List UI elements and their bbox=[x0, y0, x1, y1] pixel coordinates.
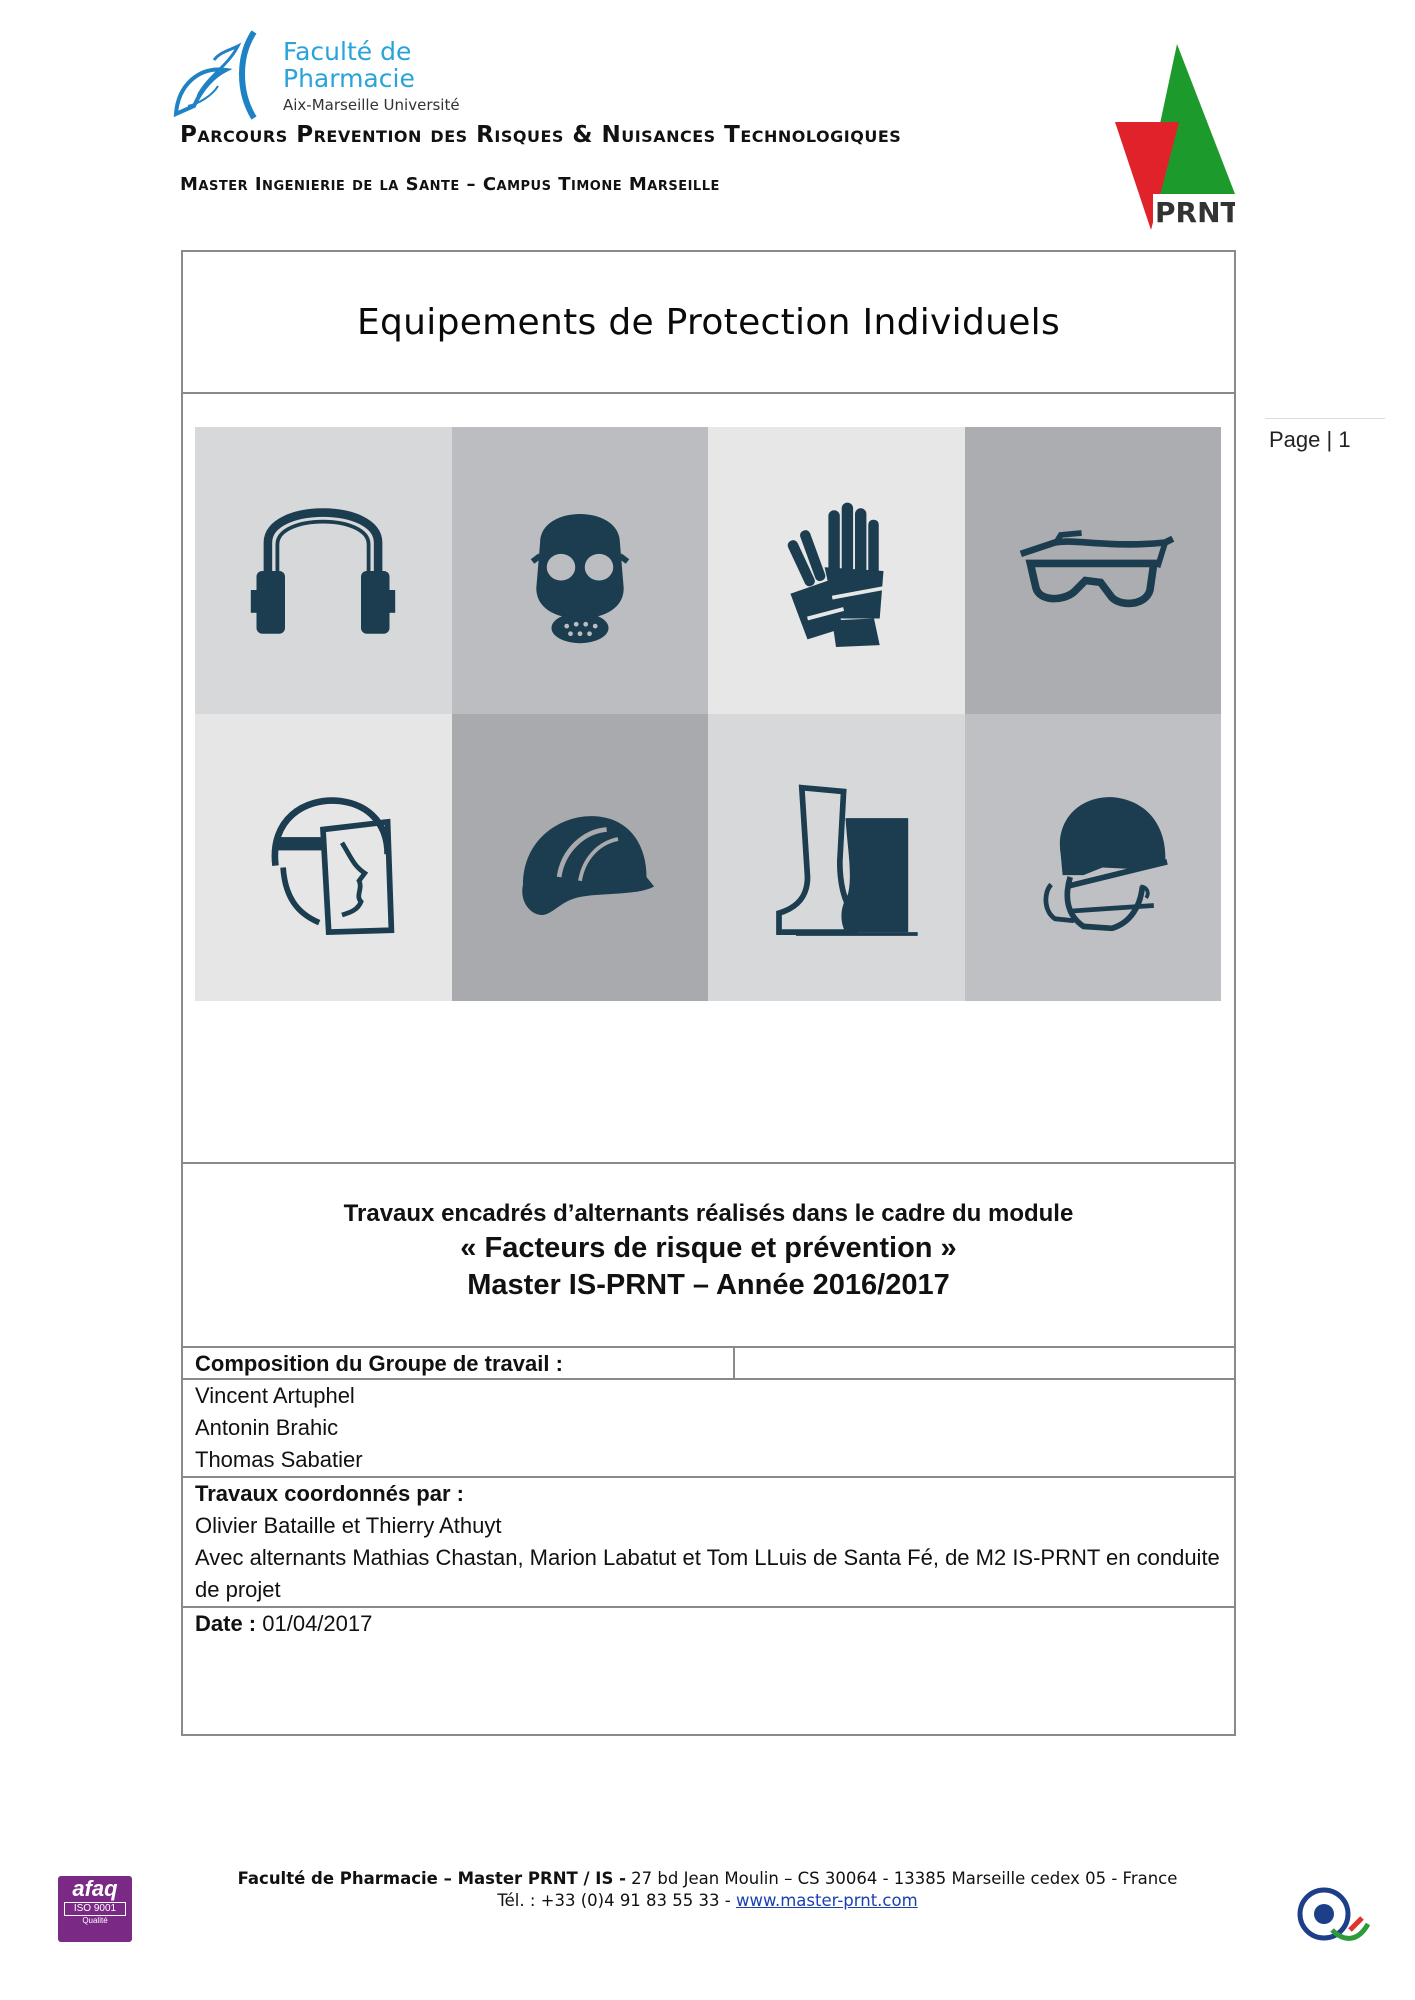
date-row bbox=[183, 1608, 1234, 1738]
page-number: Page | 1 bbox=[1265, 418, 1385, 453]
info-table bbox=[183, 1348, 1234, 1738]
ppe-cell bbox=[965, 427, 1222, 714]
ppe-cell bbox=[452, 427, 709, 714]
title-box bbox=[183, 252, 1234, 394]
ppe-cell bbox=[708, 714, 965, 1001]
ppe-pictogram-grid bbox=[195, 427, 1221, 1001]
gloves-icon bbox=[741, 476, 931, 666]
coordination-row bbox=[183, 1478, 1234, 1608]
cover-frame bbox=[181, 250, 1236, 1736]
master-title: Master Ingenierie de la Sante – Campus Timone Marseille bbox=[180, 174, 720, 195]
coordination-heading: Travaux coordonnés par : bbox=[195, 1481, 464, 1506]
respirator-hood-icon bbox=[998, 763, 1188, 953]
university-name: Aix-Marseille Université bbox=[283, 96, 460, 114]
safety-glasses-icon bbox=[998, 476, 1188, 666]
hard-hat-icon bbox=[485, 763, 675, 953]
face-shield-icon bbox=[228, 763, 418, 953]
program-title: Parcours Prevention des Risques & Nuisances Technologiques bbox=[180, 122, 902, 148]
group-members bbox=[183, 1380, 1234, 1478]
member-name: Thomas Sabatier bbox=[195, 1447, 363, 1472]
ppe-cell bbox=[195, 427, 452, 714]
group-heading: Composition du Groupe de travail : bbox=[183, 1348, 735, 1378]
prnt-logo bbox=[1115, 44, 1235, 230]
document-title: Equipements de Protection Individuels bbox=[356, 301, 1061, 343]
footer-institution: Faculté de Pharmacie – Master PRNT / IS - bbox=[237, 1869, 626, 1888]
member-name: Vincent Artuphel bbox=[195, 1383, 355, 1408]
coordinators: Olivier Bataille et Thierry Athuyt bbox=[195, 1513, 502, 1538]
footer-website-link[interactable]: www.master-prnt.com bbox=[735, 1891, 918, 1910]
ppe-cell bbox=[452, 714, 709, 1001]
afaq-iso-text: ISO 9001 bbox=[64, 1902, 126, 1916]
module-line-1: Travaux encadrés d’alternants réalisés dans le cadre du module bbox=[343, 1200, 1074, 1227]
empty-cell bbox=[735, 1348, 1234, 1378]
faculty-logo bbox=[168, 26, 478, 122]
ear-muffs-icon bbox=[228, 476, 418, 666]
ppe-cell bbox=[195, 714, 452, 1001]
group-heading-row bbox=[183, 1348, 1234, 1380]
footer-address: 27 bd Jean Moulin – CS 30064 - 13385 Marseille cedex 05 - France bbox=[631, 1869, 1178, 1888]
boots-icon bbox=[741, 763, 931, 953]
date-label: Date : bbox=[195, 1611, 257, 1636]
module-box bbox=[183, 1162, 1234, 1348]
module-year: Master IS-PRNT – Année 2016/2017 bbox=[467, 1269, 950, 1301]
page-footer bbox=[0, 1868, 1415, 1912]
quality-logo bbox=[1292, 1884, 1374, 1948]
footer-contact-line bbox=[0, 1890, 1415, 1912]
afaq-logo-text: afaq bbox=[72, 1876, 118, 1901]
faculty-name: Faculté de Pharmacie bbox=[283, 37, 415, 93]
faculty-emblem-icon bbox=[168, 26, 278, 122]
member-name: Antonin Brahic bbox=[195, 1415, 339, 1440]
footer-phone: Tél. : +33 (0)4 91 83 55 33 - bbox=[497, 1891, 731, 1910]
afaq-sub-text: Qualité bbox=[82, 1916, 108, 1925]
ppe-cell bbox=[708, 427, 965, 714]
apprentices: Avec alternants Mathias Chastan, Marion Labatut et Tom LLuis de Santa Fé, de M2 IS-PRNT en conduite de projet bbox=[195, 1545, 1220, 1602]
gas-mask-icon bbox=[485, 476, 675, 666]
module-name: « Facteurs de risque et prévention » bbox=[460, 1232, 957, 1264]
ppe-cell bbox=[965, 714, 1222, 1001]
quality-seal-icon bbox=[1292, 1884, 1374, 1948]
date-value: 01/04/2017 bbox=[262, 1611, 373, 1636]
footer-address-line bbox=[0, 1868, 1415, 1890]
prnt-logo-text: PRNT bbox=[1155, 196, 1235, 229]
